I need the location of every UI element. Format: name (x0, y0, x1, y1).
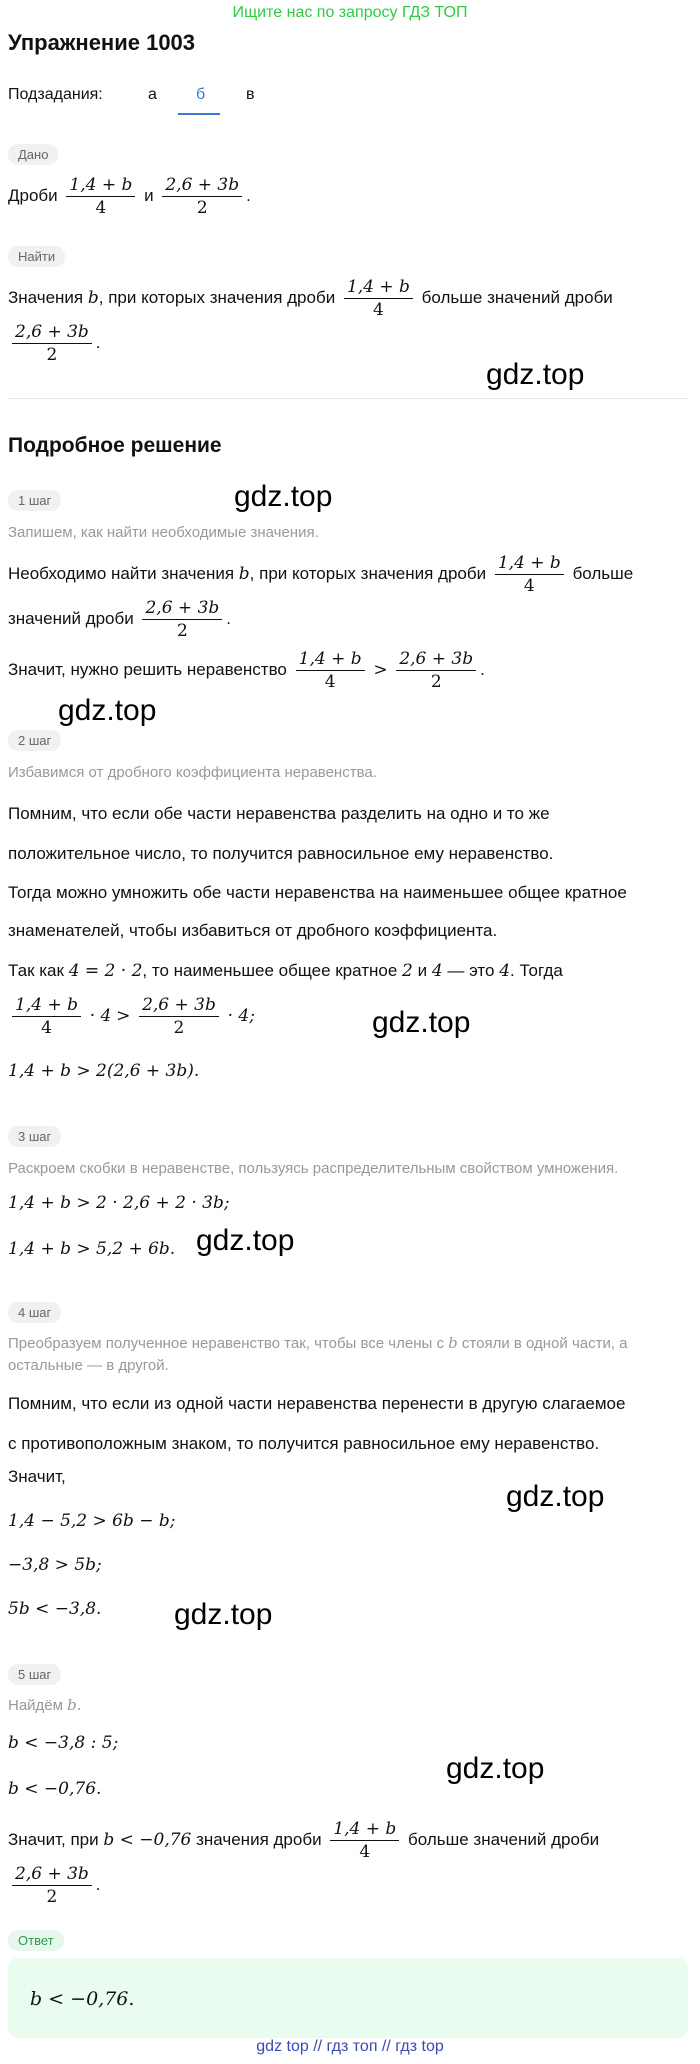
step4-eq1: 1,4 − 5,2 > 6b − b; (8, 1511, 176, 1531)
find-text: Значения b, при которых значения дроби $\frac{1,4 + b}{4}$ больше значений дроби $\frac{2,6 + 3b}{2}$ . (8, 277, 613, 365)
step2-eq2: 1,4 + b > 2(2,6 + 3b). (8, 1061, 200, 1081)
watermark: gdz.top (58, 694, 157, 727)
find-pill: Найти (8, 246, 65, 267)
answer-pill: Ответ (8, 1930, 64, 1951)
step2-p1: Помним, что если обе части неравенства разделить на одно и то же положительное число, то получится равносильное ему неравенство. (8, 804, 554, 863)
step4-eq2: −3,8 > 5b; (8, 1555, 102, 1575)
step2-pill: 2 шаг (8, 730, 61, 751)
fraction: $\frac{2,6 + 3b}{2}$ (162, 174, 242, 219)
subtasks-label: Подзадания: (8, 86, 103, 103)
step5-hint: Найдём b. (8, 1696, 82, 1714)
step3-eq1: 1,4 + b > 2 · 2,6 + 2 · 3b; (8, 1193, 230, 1213)
footer-links[interactable]: gdz top // гдз топ // гдз top (256, 2038, 444, 2055)
step4-p2: Значит, (8, 1467, 66, 1486)
step3-hint: Раскроем скобки в неравенстве, пользуясь распределительным свойством умножения. (8, 1160, 619, 1177)
step1-hint: Запишем, как найти необходимые значения. (8, 524, 319, 541)
top-banner[interactable]: Ищите нас по запросу ГДЗ ТОП (232, 4, 468, 21)
step5-eq1: b < −3,8 : 5; (8, 1733, 119, 1753)
step4-eq3: 5b < −3,8. (8, 1599, 102, 1619)
fraction: $\frac{1,4 + b}{4}$ (66, 174, 135, 219)
step3-pill: 3 шаг (8, 1126, 61, 1147)
step5-conclusion: Значит, при b < −0,76 значения дроби $\frac{1,4 + b}{4}$ больше значений дроби $\frac{2,6 + 3b}{2}$ . (8, 1819, 600, 1907)
watermark: gdz.top (446, 1752, 545, 1785)
watermark: gdz.top (372, 1006, 471, 1039)
step1-inequality: Значит, нужно решить неравенство $\frac{1,4 + b}{4}$ > $\frac{2,6 + 3b}{2}$ . (8, 649, 485, 692)
watermark: gdz.top (486, 358, 585, 391)
page-title: Упражнение 1003 (8, 30, 196, 55)
tab-v[interactable]: в (246, 86, 255, 103)
step5-eq2: b < −0,76. (8, 1779, 102, 1799)
step5-pill: 5 шаг (8, 1664, 61, 1685)
watermark: gdz.top (196, 1224, 295, 1257)
step1-text: Необходимо найти значения b, при которых значения дроби $\frac{1,4 + b}{4}$ больше значений дроби $\frac{2,6 + 3b}{2}$ . (8, 553, 634, 641)
solution-title: Подробное решение (8, 434, 222, 457)
divider (8, 398, 688, 399)
step2-hint: Избавимся от дробного коэффициента неравенства. (8, 764, 377, 781)
tab-a[interactable]: а (148, 86, 157, 103)
step4-p1: Помним, что если из одной части неравенства перенести в другую слагаемое с противоположным знаком, то получится равносильное ему неравенство. (8, 1394, 626, 1453)
watermark: gdz.top (234, 480, 333, 513)
watermark: gdz.top (506, 1480, 605, 1513)
step4-hint: Преобразуем полученное неравенство так, чтобы все члены с b стояли в одной части, а остальные — в другой. (8, 1334, 628, 1374)
active-tab-indicator (178, 113, 220, 115)
given-pill: Дано (8, 144, 58, 165)
step3-eq2: 1,4 + b > 5,2 + 6b. (8, 1239, 176, 1259)
step2-p3: Так как 4 = 2 · 2, то наименьшее общее кратное 2 и 4 — это 4. Тогда (8, 961, 563, 981)
step4-pill: 4 шаг (8, 1302, 61, 1323)
step2-p2: Тогда можно умножить обе части неравенства на наименьшее общее кратное знаменателей, чтобы избавиться от дробного коэффициента. (8, 883, 627, 940)
answer-value: b < −0,76. (30, 1988, 135, 2010)
step2-eq1: $\frac{1,4 + b}{4}$ · 4 > $\frac{2,6 + 3b}{2}$ · 4; (8, 994, 688, 1039)
given-text: Дроби $\frac{1,4 + b}{4}$ и $\frac{2,6 + 3b}{2}$ . (8, 175, 251, 218)
tab-b[interactable]: б (196, 86, 206, 103)
watermark: gdz.top (174, 1598, 273, 1631)
step1-pill: 1 шаг (8, 490, 61, 511)
